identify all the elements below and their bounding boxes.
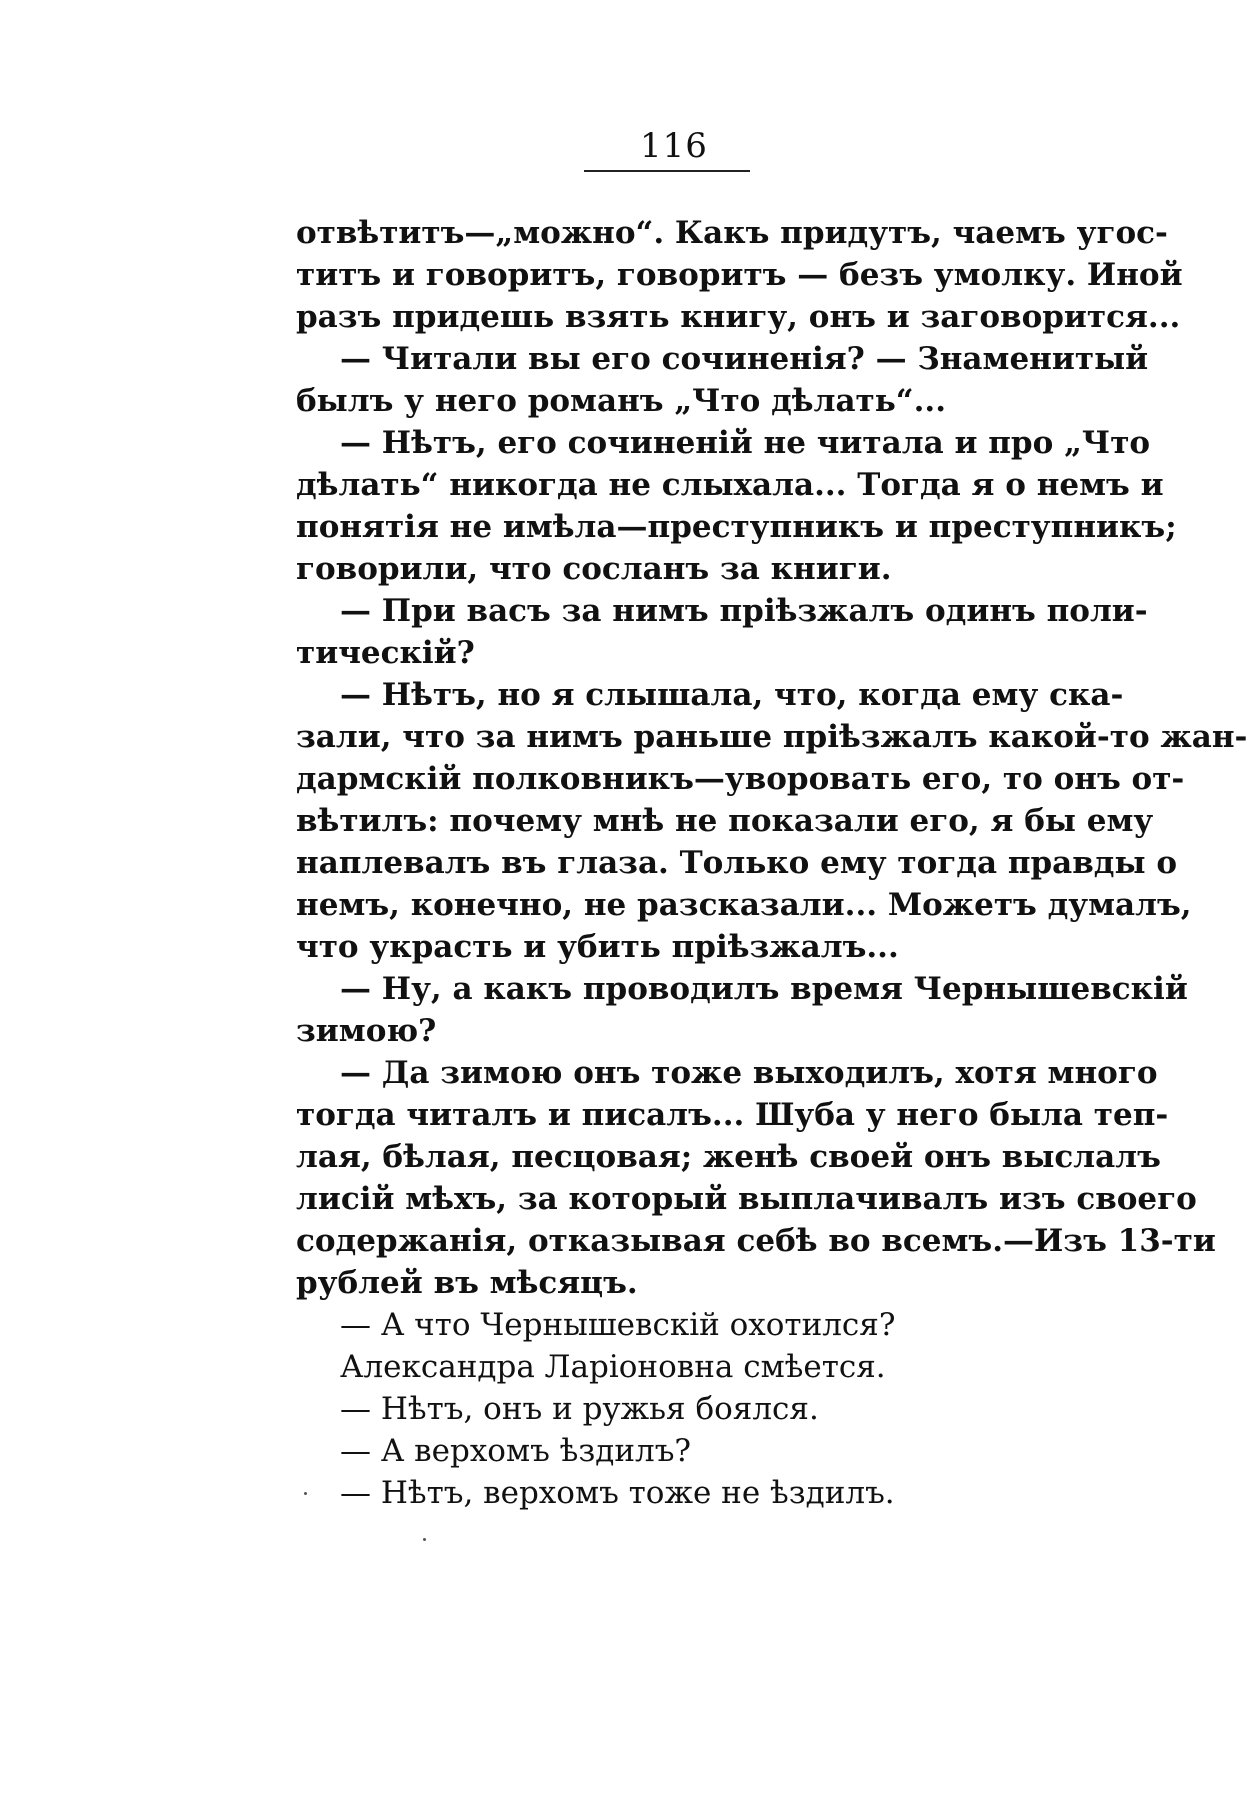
text-line: — А верхомъ ѣздилъ?	[340, 1433, 692, 1469]
text-line: — При васъ за нимъ пріѣзжалъ одинъ поли-	[340, 593, 1148, 629]
text-line: дѣлать“ никогда не слыхала... Тогда я о немъ и	[296, 467, 1164, 503]
text-line: тическій?	[296, 635, 475, 671]
text-line: лисій мѣхъ, за который выплачивалъ изъ своего	[296, 1181, 1197, 1217]
text-line: — Да зимою онъ тоже выходилъ, хотя много	[340, 1055, 1158, 1091]
text-line: — А что Чернышевскій охотился?	[340, 1307, 896, 1343]
text-line: дармскій полковникъ—уворовать его, то онъ от-	[296, 761, 1185, 797]
text-body	[296, 212, 1247, 1514]
text-line: говорили, что сосланъ за книги.	[296, 551, 892, 587]
text-line: — Читали вы его сочиненія? — Знаменитый	[340, 341, 1149, 377]
stray-mark	[423, 1538, 426, 1541]
page-number: 116	[640, 126, 708, 166]
header-rule	[584, 170, 750, 172]
text-line: вѣтилъ: почему мнѣ не показали его, я бы ему	[296, 803, 1154, 839]
text-line: разъ придешь взять книгу, онъ и заговорится...	[296, 299, 1181, 335]
text-line: немъ, конечно, не разсказали... Можетъ думалъ,	[296, 887, 1192, 923]
text-line: рублей въ мѣсяцъ.	[296, 1265, 638, 1301]
text-line: зали, что за нимъ раньше пріѣзжалъ какой-то жан-	[296, 719, 1247, 755]
text-line: отвѣтитъ—„можно“. Какъ придутъ, чаемъ угос-	[296, 215, 1168, 251]
text-line: — Нѣтъ, онъ и ружья боялся.	[340, 1391, 819, 1427]
text-line: Александра Ларіоновна смѣется.	[340, 1349, 886, 1385]
text-line: — Ну, а какъ проводилъ время Чернышевскій	[340, 971, 1188, 1007]
text-line: понятія не имѣла—преступникъ и преступникъ;	[296, 509, 1177, 545]
text-line: — Нѣтъ, но я слышала, что, когда ему ска-	[340, 677, 1124, 713]
text-line: тогда читалъ и писалъ... Шуба у него была теп-	[296, 1097, 1169, 1133]
text-line: титъ и говоритъ, говоритъ — безъ умолку. Иной	[296, 257, 1183, 293]
text-line: — Нѣтъ, верхомъ тоже не ѣздилъ.	[340, 1475, 895, 1511]
text-line: былъ у него романъ „Что дѣлать“...	[296, 383, 947, 419]
text-line: лая, бѣлая, песцовая; женѣ своей онъ выслалъ	[296, 1139, 1161, 1175]
text-line: наплевалъ въ глаза. Только ему тогда правды о	[296, 845, 1178, 881]
stray-mark	[304, 1492, 307, 1495]
text-line: зимою?	[296, 1013, 437, 1049]
text-line: что украсть и убить пріѣзжалъ...	[296, 929, 899, 965]
text-line: содержанія, отказывая себѣ во всемъ.—Изъ 13-ти	[296, 1223, 1216, 1259]
text-line: — Нѣтъ, его сочиненій не читала и про „Что	[340, 425, 1151, 461]
